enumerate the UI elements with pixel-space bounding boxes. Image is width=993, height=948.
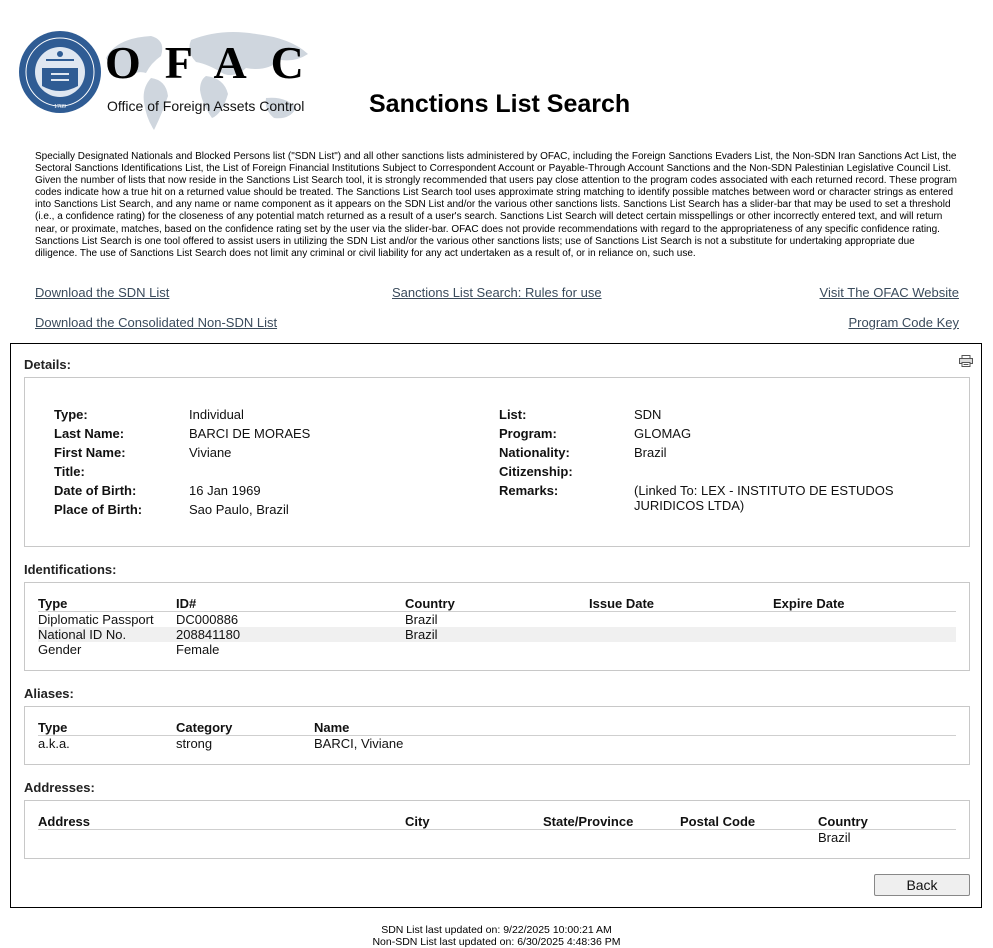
detail-label: Nationality: xyxy=(499,445,570,460)
table-cell xyxy=(543,830,680,846)
detail-label: Date of Birth: xyxy=(54,483,137,498)
detail-label: Citizenship: xyxy=(499,464,573,479)
column-header: Type xyxy=(38,719,176,736)
detail-row-remarks xyxy=(499,483,894,513)
column-header: City xyxy=(405,813,543,830)
non-sdn-last-updated: Non-SDN List last updated on: 6/30/2025 4:48:36 PM xyxy=(372,936,621,948)
table-cell xyxy=(773,627,956,642)
program-code-key-link[interactable]: Program Code Key xyxy=(848,315,959,330)
aliases-box xyxy=(24,706,970,765)
table-cell: BARCI, Viviane xyxy=(314,736,404,751)
table-cell: a.k.a. xyxy=(38,736,70,751)
sdn-last-updated: SDN List last updated on: 9/22/2025 10:00:21 AM xyxy=(381,924,612,936)
download-consolidated-list-link[interactable]: Download the Consolidated Non-SDN List xyxy=(35,315,278,330)
disclaimer-text: Specially Designated Nationals and Blocked Persons list ("SDN List") and all other sanctions lists administered by OFAC, including the Foreign Sanctions Evaders List, the Non-SDN Iran Sanctions Act List, the Sectoral Sanctions Identifications List, the List of Foreign Financial Institutions Subject to Correspondent Account or Payable-Through Account Sanctions and the Non-SDN Palestinian Legislative Council List. Given the number of lists that now reside in the Sanctions List Search tool, it is strongly recommended that users pay close attention to the program codes associated with each returned record. These program codes indicate how a true hit on a returned value should be treated. The Sanctions List Search tool uses approximate string matching to identify possible matches between word or character strings as entered into Sanctions List Search, and any name or name component as it appears on the SDN List and/or the various other sanctions lists. Sanctions List Search has a slider-bar that may be used to set a threshold (i.e., a confidence rating) for the closeness of any potential match returned as a result of a user's search. Sanctions List Search will detect certain misspellings or other incorrectly entered text, and will return near, or proximate, matches, based on the confidence rating set by the user via the slider-bar. OFAC does not provide recommendations with regard to the appropriateness of any specific confidence rating. Sanctions List Search is one tool offered to assist users in utilizing the SDN List and/or the various other sanctions lists; use of Sanctions List Search is not a substitute for undertaking appropriate due diligence. The use of Sanctions List Search does not limit any criminal or civil liability for any act undertaken as a result of, or in reliance on, such use. xyxy=(35,151,957,259)
detail-value: Viviane xyxy=(189,445,232,460)
table-cell: 208841180 xyxy=(176,627,405,642)
detail-value: SDN xyxy=(634,407,662,422)
detail-row-list xyxy=(499,407,661,422)
download-sdn-list-link[interactable]: Download the SDN List xyxy=(35,285,170,300)
detail-label: List: xyxy=(499,407,527,422)
remarks-line-2: JURIDICOS LTDA) xyxy=(634,498,745,513)
detail-label: Type: xyxy=(54,407,88,422)
detail-row-program xyxy=(499,426,691,441)
column-header: Issue Date xyxy=(589,595,773,612)
table-header-row xyxy=(38,719,956,736)
column-header: Expire Date xyxy=(773,595,956,612)
ofac-full-name: Office of Foreign Assets Control xyxy=(107,98,305,114)
column-header: Country xyxy=(405,595,589,612)
detail-value: 16 Jan 1969 xyxy=(189,483,261,498)
details-box xyxy=(24,377,970,547)
column-header: Postal Code xyxy=(680,813,818,830)
column-header: Address xyxy=(38,813,405,830)
column-header: Category xyxy=(176,719,314,736)
table-cell: Female xyxy=(176,642,220,657)
detail-row-date-of-birth xyxy=(54,483,261,498)
column-header: Type xyxy=(38,595,176,612)
detail-row-first-name xyxy=(54,445,231,460)
table-header-row xyxy=(38,813,956,830)
table-cell xyxy=(589,612,773,628)
table-row xyxy=(38,612,956,628)
table-cell: Brazil xyxy=(405,612,438,627)
detail-row-nationality xyxy=(499,445,667,460)
detail-value: Sao Paulo, Brazil xyxy=(189,502,289,517)
aliases-section-title: Aliases: xyxy=(24,686,74,701)
identifications-box xyxy=(24,582,970,671)
ofac-logo-text: OFAC xyxy=(105,37,328,88)
detail-row-title xyxy=(54,464,189,479)
detail-value: GLOMAG xyxy=(634,426,692,441)
table-header-row xyxy=(38,595,956,612)
table-cell: Diplomatic Passport xyxy=(38,612,154,627)
detail-label: Place of Birth: xyxy=(54,502,143,517)
detail-row-last-name xyxy=(54,426,310,441)
table-row xyxy=(38,830,956,846)
remarks-line-1: (Linked To: LEX - INSTITUTO DE ESTUDOS xyxy=(634,483,894,498)
detail-row-type xyxy=(54,407,244,422)
details-section-title: Details: xyxy=(24,357,71,372)
details-panel xyxy=(10,343,982,908)
table-row xyxy=(38,736,956,752)
detail-value: BARCI DE MORAES xyxy=(189,426,311,441)
addresses-box xyxy=(24,800,970,859)
detail-value: Individual xyxy=(189,407,244,422)
detail-row-citizenship xyxy=(499,464,634,479)
detail-value xyxy=(634,483,894,513)
detail-label: Remarks: xyxy=(499,483,559,498)
column-header: State/Province xyxy=(543,813,680,830)
svg-text:1789: 1789 xyxy=(54,104,66,110)
treasury-seal-logo xyxy=(18,30,102,114)
addresses-section-title: Addresses: xyxy=(24,780,95,795)
detail-value: Brazil xyxy=(634,445,667,460)
table-cell xyxy=(680,830,818,846)
table-cell xyxy=(773,642,956,657)
identifications-section-title: Identifications: xyxy=(24,562,117,577)
table-cell xyxy=(589,627,773,642)
table-row xyxy=(38,627,956,642)
table-cell xyxy=(405,642,589,657)
table-cell: Gender xyxy=(38,642,82,657)
rules-for-use-link[interactable]: Sanctions List Search: Rules for use xyxy=(392,285,602,300)
page-header xyxy=(0,0,993,145)
table-cell: DC000886 xyxy=(176,612,239,627)
table-cell xyxy=(773,612,956,628)
detail-label: Title: xyxy=(54,464,85,479)
table-cell xyxy=(589,642,773,657)
table-row xyxy=(38,642,956,657)
column-header: Country xyxy=(818,813,956,830)
table-cell: Brazil xyxy=(818,830,851,845)
table-cell xyxy=(38,830,405,846)
back-button[interactable]: Back xyxy=(874,874,970,896)
detail-label: Program: xyxy=(499,426,557,441)
aliases-table xyxy=(38,719,956,751)
detail-label: Last Name: xyxy=(54,426,125,441)
identifications-table xyxy=(38,595,956,657)
table-cell: strong xyxy=(176,736,213,751)
print-icon[interactable] xyxy=(959,355,973,367)
detail-row-place-of-birth xyxy=(54,502,289,517)
detail-label: First Name: xyxy=(54,445,126,460)
column-header: Name xyxy=(314,719,956,736)
table-cell xyxy=(405,830,543,846)
page-title: Sanctions List Search xyxy=(369,90,631,118)
visit-ofac-website-link[interactable]: Visit The OFAC Website xyxy=(819,285,959,300)
table-cell: National ID No. xyxy=(38,627,176,642)
addresses-table xyxy=(38,813,956,845)
table-cell: Brazil xyxy=(405,627,589,642)
column-header: ID# xyxy=(176,595,405,612)
